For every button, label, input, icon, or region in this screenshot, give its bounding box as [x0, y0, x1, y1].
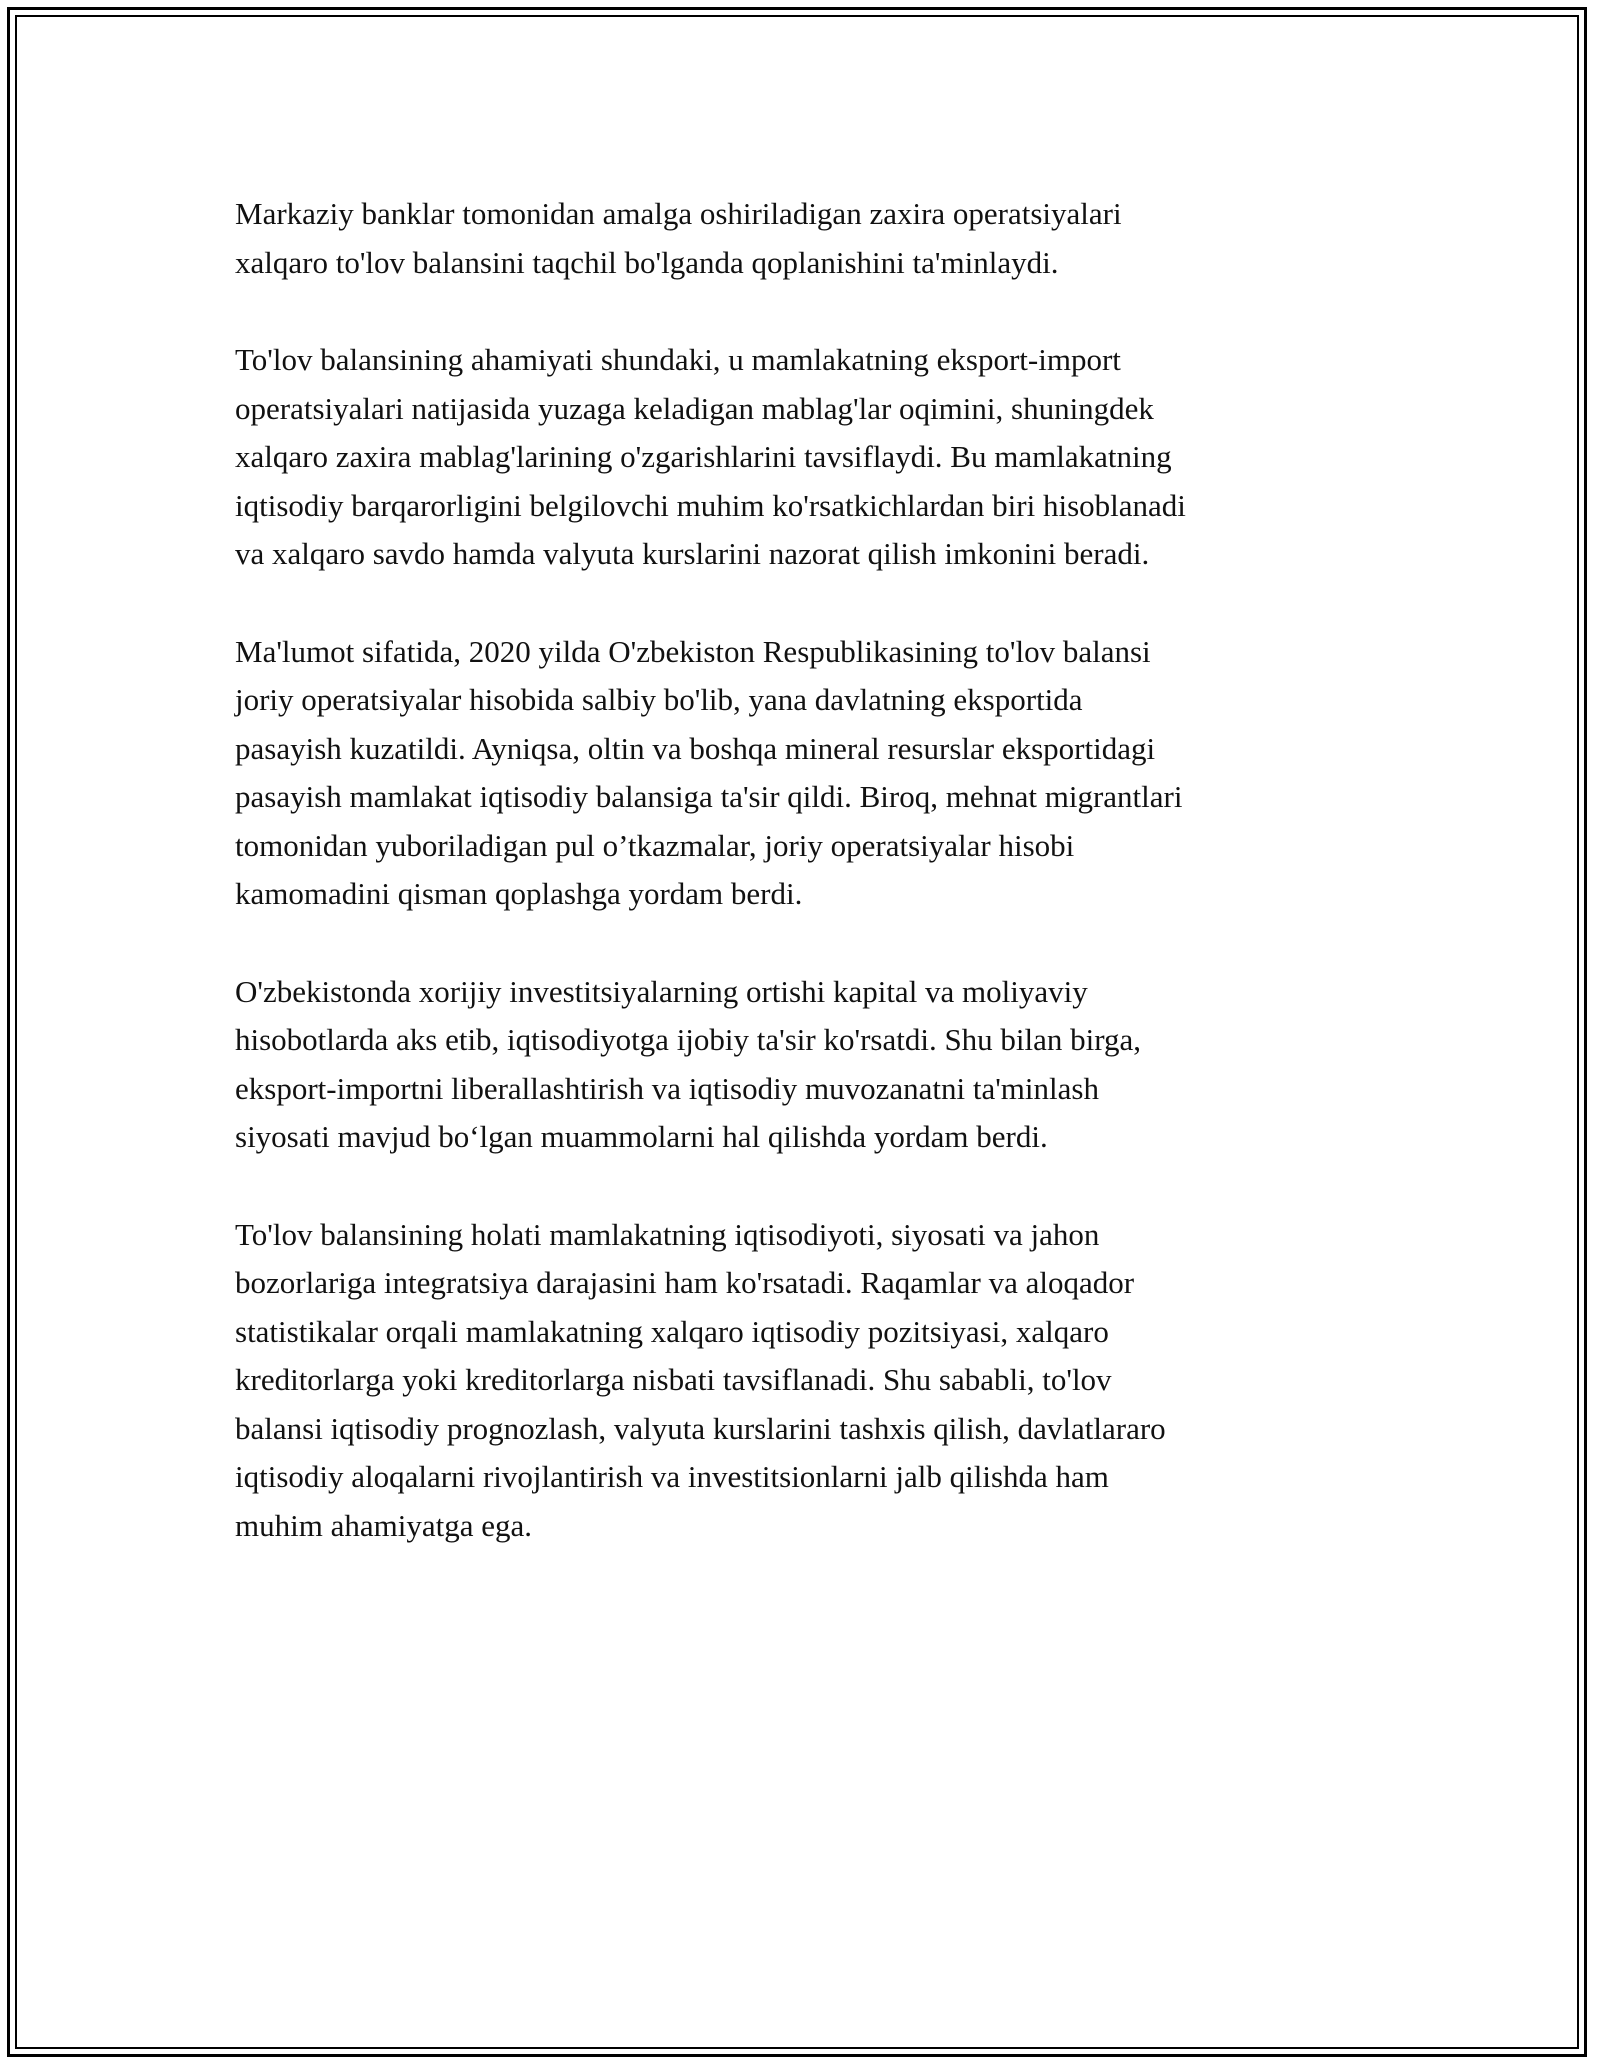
- text-line: iqtisodiy aloqalarni rivojlantirish va investitsionlarni jalb qilishda ham: [235, 1459, 1109, 1494]
- text-line: hisobotlarda aks etib, iqtisodiyotga ijobiy ta'sir ko'rsatdi. Shu bilan birga,: [235, 1022, 1142, 1057]
- text-line: bozorlariga integratsiya darajasini ham ko'rsatadi. Raqamlar va aloqador: [235, 1265, 1135, 1300]
- text-line: O'zbekistonda xorijiy investitsiyalarning ortishi kapital va moliyaviy: [235, 973, 1088, 1009]
- text-line: xalqaro to'lov balansini taqchil bo'lganda qoplanishini ta'minlaydi.: [235, 244, 1059, 280]
- text-line: To'lov balansining ahamiyati shundaki, u mamlakatning eksport-import: [235, 342, 1121, 377]
- paragraph-2: [235, 336, 1365, 579]
- text-line: eksport-importni liberallashtirish va iqtisodiy muvozanatni ta'minlash: [235, 1070, 1099, 1106]
- text-line: Ma'lumot sifatida, 2020 yilda O'zbekiston Respublikasining to'lov balansi: [235, 633, 1151, 669]
- text-line: kamomadini qisman qoplashga yordam berdi.: [235, 876, 803, 911]
- text-line: pasayish kuzatildi. Ayniqsa, oltin va boshqa mineral resurslar eksportidagi: [235, 730, 1156, 766]
- text-line: xalqaro zaxira mablag'larining o'zgarishlarini tavsiflaydi. Bu mamlakatning: [235, 439, 1172, 474]
- text-line: muhim ahamiyatga ega.: [235, 1507, 532, 1543]
- text-line: operatsiyalari natijasida yuzaga keladigan mablag'lar oqimini, shuningdek: [235, 390, 1154, 426]
- paragraph-4: [235, 968, 1365, 1162]
- text-line: To'lov balansining holati mamlakatning iqtisodiyoti, siyosati va jahon: [235, 1216, 1100, 1252]
- text-line: Markaziy banklar tomonidan amalga oshiriladigan zaxira operatsiyalari: [235, 196, 1122, 231]
- text-line: tomonidan yuboriladigan pul o’tkazmalar, joriy operatsiyalar hisobi: [235, 827, 1075, 863]
- text-line: kreditorlarga yoki kreditorlarga nisbati tavsiflanadi. Shu sababli, to'lov: [235, 1362, 1112, 1397]
- text-line: balansi iqtisodiy prognozlash, valyuta kurslarini tashxis qilish, davlatlararo: [235, 1410, 1166, 1446]
- paragraph-3: [235, 628, 1365, 919]
- text-line: iqtisodiy barqarorligini belgilovchi muhim ko'rsatkichlardan biri hisoblanadi: [235, 487, 1186, 523]
- text-line: va xalqaro savdo hamda valyuta kurslarini nazorat qilish imkonini beradi.: [235, 536, 1150, 571]
- text-line: pasayish mamlakat iqtisodiy balansiga ta'sir qildi. Biroq, mehnat migrantlari: [235, 779, 1183, 814]
- paragraph-5: [235, 1211, 1365, 1551]
- text-line: joriy operatsiyalar hisobida salbiy bo'lib, yana davlatning eksportida: [235, 682, 1083, 717]
- paragraph-1: [235, 190, 1365, 287]
- text-line: statistikalar orqali mamlakatning xalqaro iqtisodiy pozitsiyasi, xalqaro: [235, 1313, 1109, 1349]
- text-line: siyosati mavjud bo‘lgan muammolarni hal qilishda yordam berdi.: [235, 1119, 1048, 1154]
- document-body: [235, 190, 1365, 1599]
